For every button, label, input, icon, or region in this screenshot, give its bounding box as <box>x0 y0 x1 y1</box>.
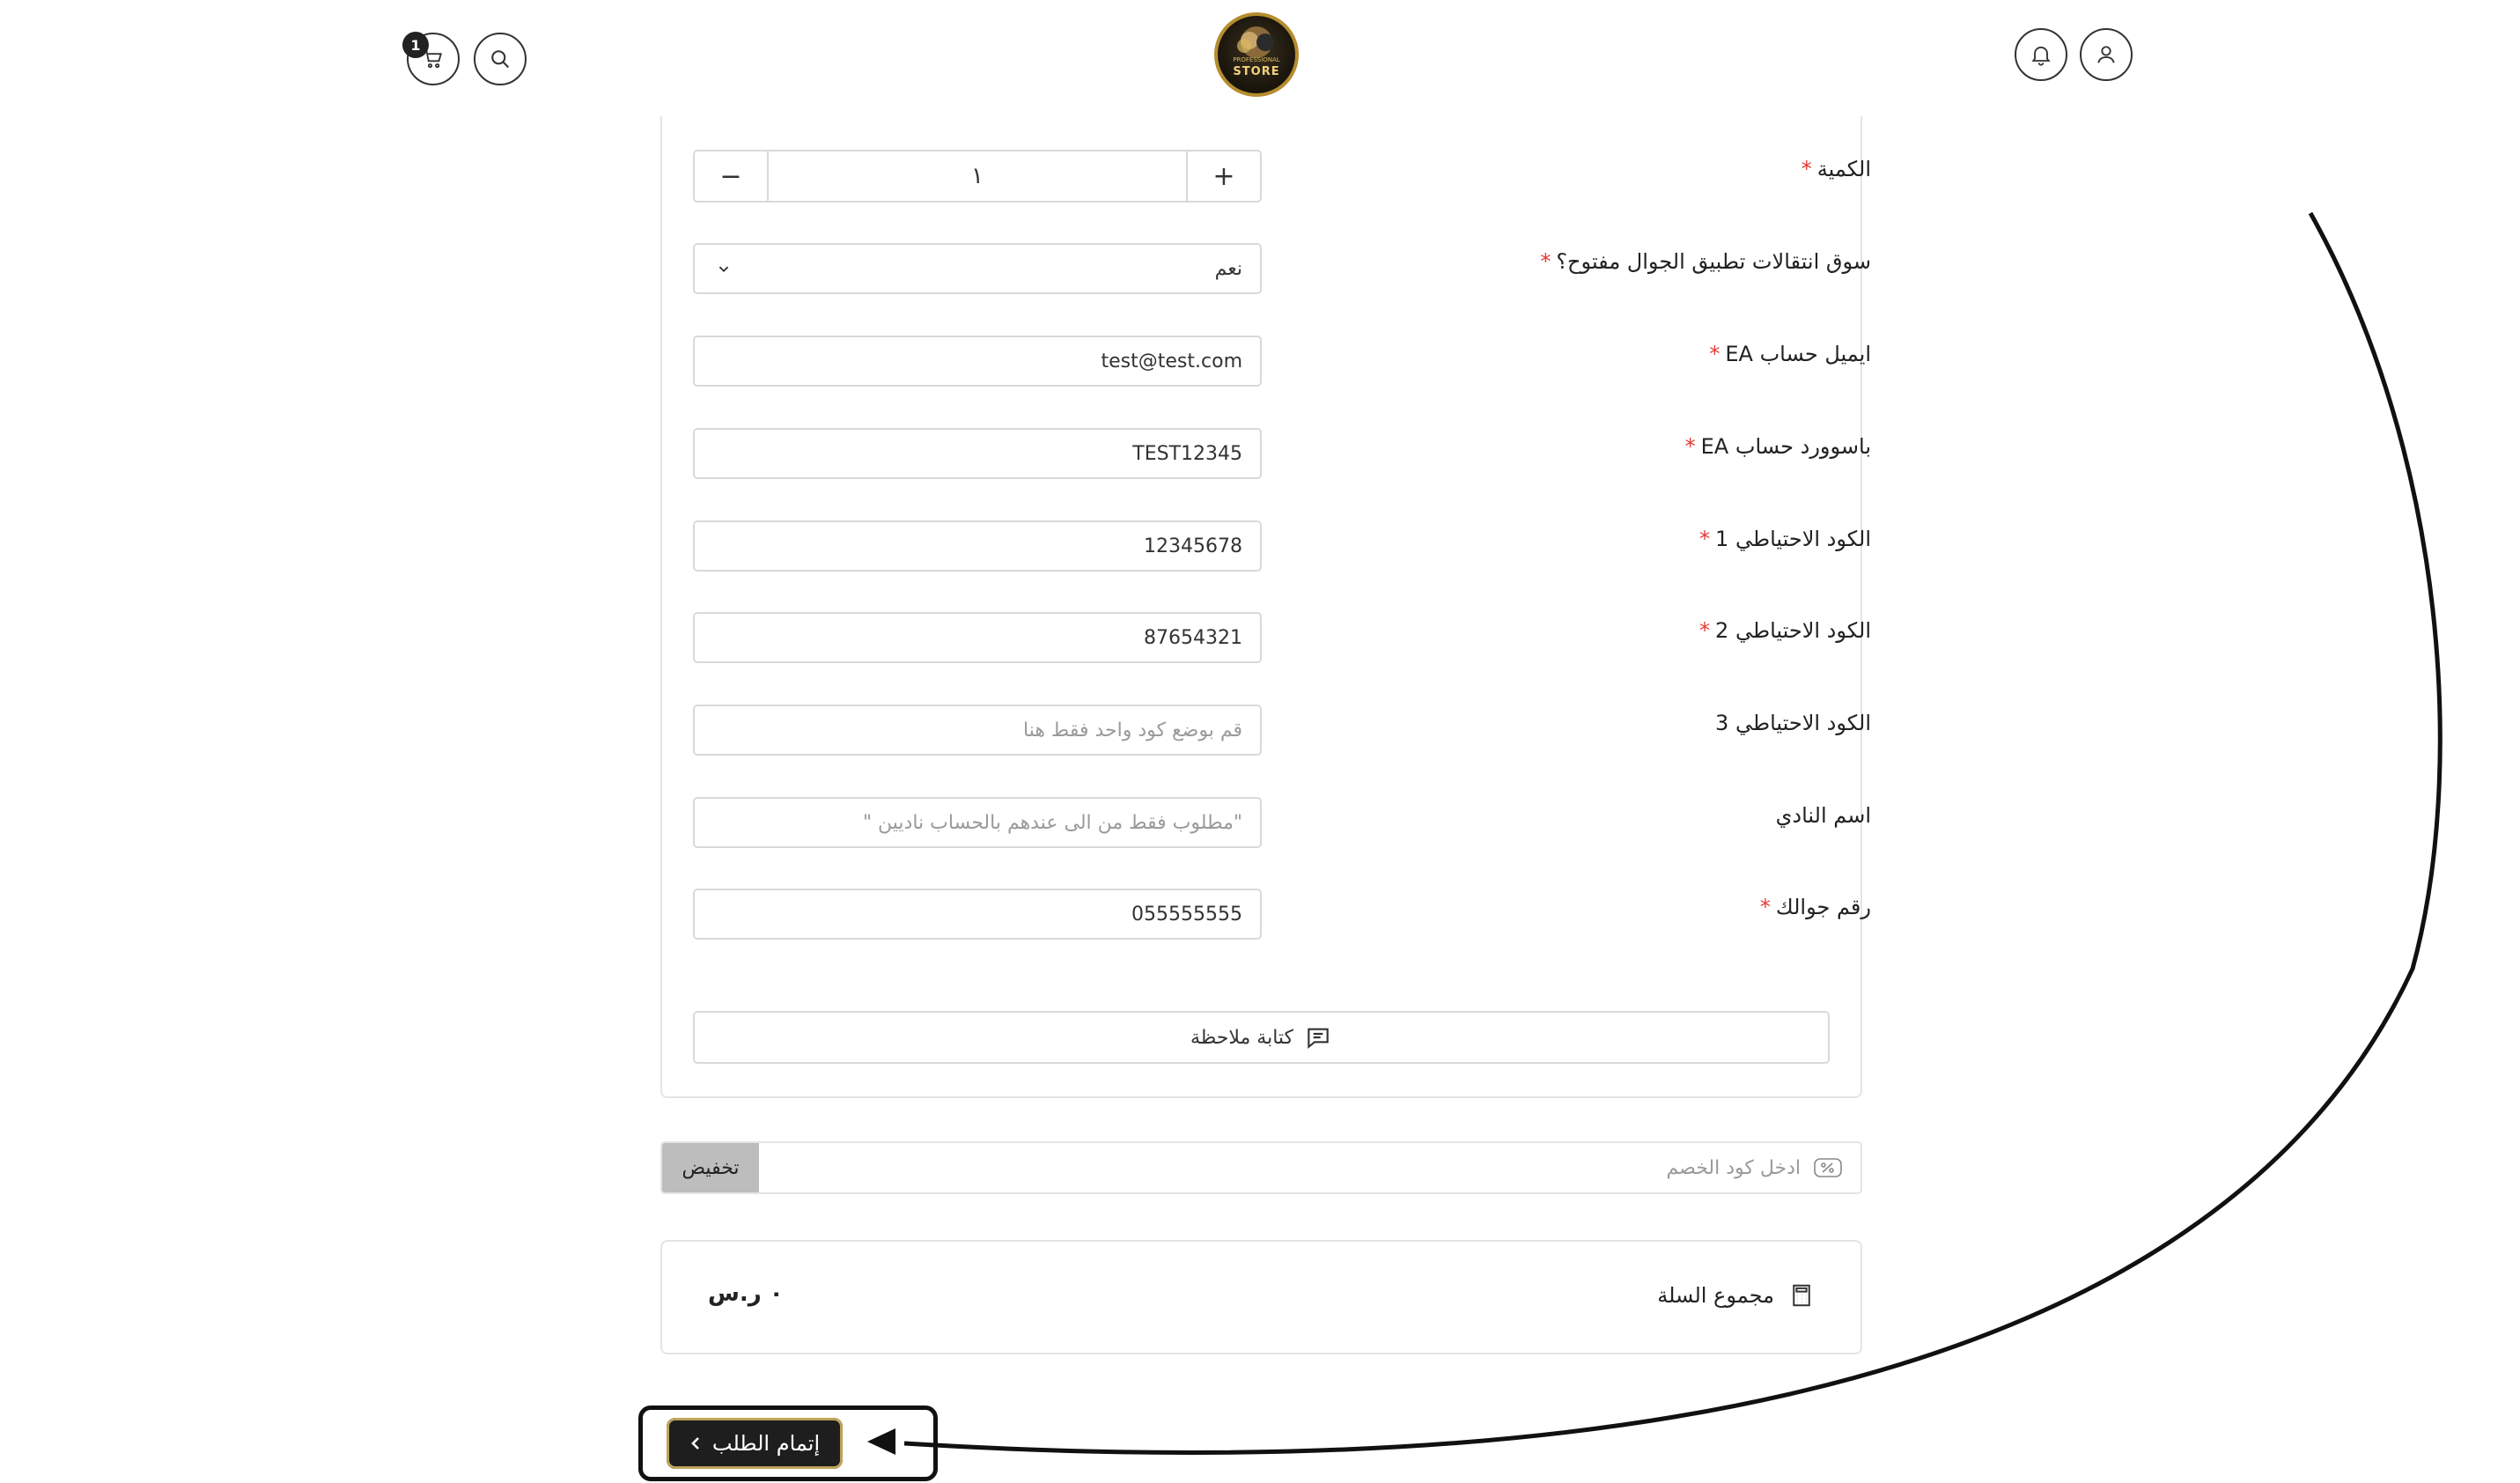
store-logo[interactable] <box>1214 12 1299 97</box>
club-name-field[interactable]: "مطلوب فقط من الى عندهم بالحساب ناديين " <box>693 797 1262 848</box>
cart-total-label: مجموع السلة <box>1657 1283 1774 1308</box>
club-name-label: اسم النادي <box>1775 803 1871 828</box>
account-button[interactable] <box>2080 28 2133 81</box>
user-icon <box>2094 42 2118 67</box>
chevron-left-icon <box>689 1435 702 1451</box>
ea-email-field[interactable]: test@test.com <box>693 336 1262 387</box>
checkout-button[interactable] <box>667 1418 843 1469</box>
cart-total-label-group <box>1657 1282 1815 1309</box>
chevron-down-icon <box>714 259 733 278</box>
discount-tag-icon <box>1813 1156 1843 1179</box>
bell-icon <box>2029 42 2053 67</box>
cart-count-badge: 1 <box>402 32 429 58</box>
apply-discount-button[interactable]: تخفيض <box>662 1143 759 1192</box>
search-button[interactable] <box>474 33 527 85</box>
cart-total-box <box>660 1240 1862 1354</box>
backup-code-2-field[interactable]: 87654321 <box>693 612 1262 663</box>
ea-password-field[interactable]: TEST12345 <box>693 428 1262 479</box>
quantity-stepper <box>693 150 1262 203</box>
add-note-label: كتابة ملاحظة <box>1190 1026 1294 1049</box>
logo-subtext: PROFESSIONAL <box>1233 56 1280 63</box>
cart-total-value: ٠ ر.س <box>708 1280 784 1307</box>
quantity-input[interactable]: ١ <box>767 151 1188 201</box>
backup-code-2-label: الكود الاحتياطي 2* <box>1699 618 1871 643</box>
search-icon <box>488 47 512 71</box>
transfer-market-select[interactable] <box>693 243 1262 294</box>
backup-code-1-label: الكود الاحتياطي 1* <box>1699 527 1871 551</box>
decrease-quantity-button[interactable]: − <box>719 160 742 192</box>
ea-password-label: باسوورد حساب EA* <box>1684 434 1871 459</box>
calculator-icon <box>1788 1282 1815 1309</box>
phone-field[interactable]: 055555555 <box>693 889 1262 940</box>
checkout-label: إتمام الطلب <box>711 1431 821 1456</box>
notifications-button[interactable] <box>2015 28 2067 81</box>
discount-code-input[interactable] <box>1666 1143 1843 1192</box>
discount-bar <box>660 1141 1862 1194</box>
logo-text: STORE <box>1233 65 1280 78</box>
transfer-market-label: سوق انتقالات تطبيق الجوال مفتوح؟* <box>1540 249 1871 274</box>
quantity-label: الكمية* <box>1801 157 1871 181</box>
backup-code-1-field[interactable]: 12345678 <box>693 520 1262 572</box>
backup-code-3-label: الكود الاحتياطي 3 <box>1715 711 1871 735</box>
comment-icon <box>1304 1023 1332 1051</box>
transfer-market-value: نعم <box>1214 257 1242 280</box>
phone-label: رقم جوالك* <box>1759 895 1871 919</box>
discount-placeholder: ادخل كود الخصم <box>1666 1156 1801 1179</box>
increase-quantity-button[interactable]: + <box>1212 160 1235 192</box>
logo-emblem-icon <box>1218 16 1295 93</box>
backup-code-3-field[interactable]: قم بوضع كود واحد فقط هنا <box>693 705 1262 756</box>
ea-email-label: ايميل حساب EA* <box>1709 342 1871 366</box>
add-note-button[interactable] <box>693 1011 1830 1064</box>
